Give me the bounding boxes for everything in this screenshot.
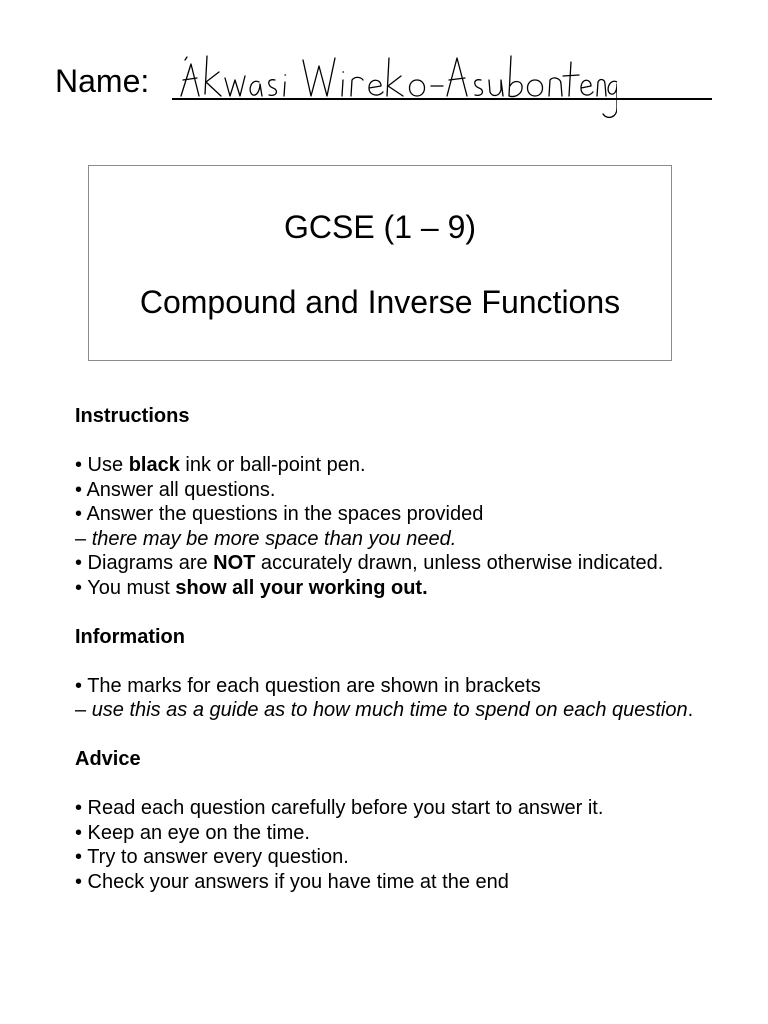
advice-heading: Advice xyxy=(75,748,141,770)
instructions-heading: Instructions xyxy=(75,405,190,427)
advice-item: • Try to answer every question. xyxy=(75,846,349,868)
instruction-note: – there may be more space than you need. xyxy=(75,527,457,550)
instruction-item: • Answer the questions in the spaces provided xyxy=(75,503,484,525)
advice-item: • Keep an eye on the time. xyxy=(75,821,310,844)
information-item: • The marks for each question are shown in brackets xyxy=(75,674,541,697)
name-label: Name: xyxy=(55,63,150,99)
signature-text xyxy=(55,58,56,59)
exam-level: GCSE (1 – 9) xyxy=(283,209,477,245)
instruction-item: • Diagrams are NOT accurately drawn, unless otherwise indicated. xyxy=(75,552,664,574)
title-box xyxy=(88,165,672,361)
instruction-item: • Use black ink or ball-point pen. xyxy=(75,454,366,476)
front-matter xyxy=(75,404,715,894)
instruction-item: • Answer all questions. xyxy=(75,478,276,501)
name-field xyxy=(55,58,715,118)
paper-title: Compound and Inverse Functions xyxy=(139,284,621,320)
advice-item: • Check your answers if you have time at the end xyxy=(75,870,509,893)
handwritten-signature xyxy=(177,50,617,122)
advice-item: • Read each question carefully before you start to answer it. xyxy=(75,797,604,819)
instruction-item: • You must show all your working out. xyxy=(75,576,428,599)
information-heading: Information xyxy=(75,625,185,648)
information-note: – use this as a guide as to how much time to spend on each question. xyxy=(75,699,694,721)
